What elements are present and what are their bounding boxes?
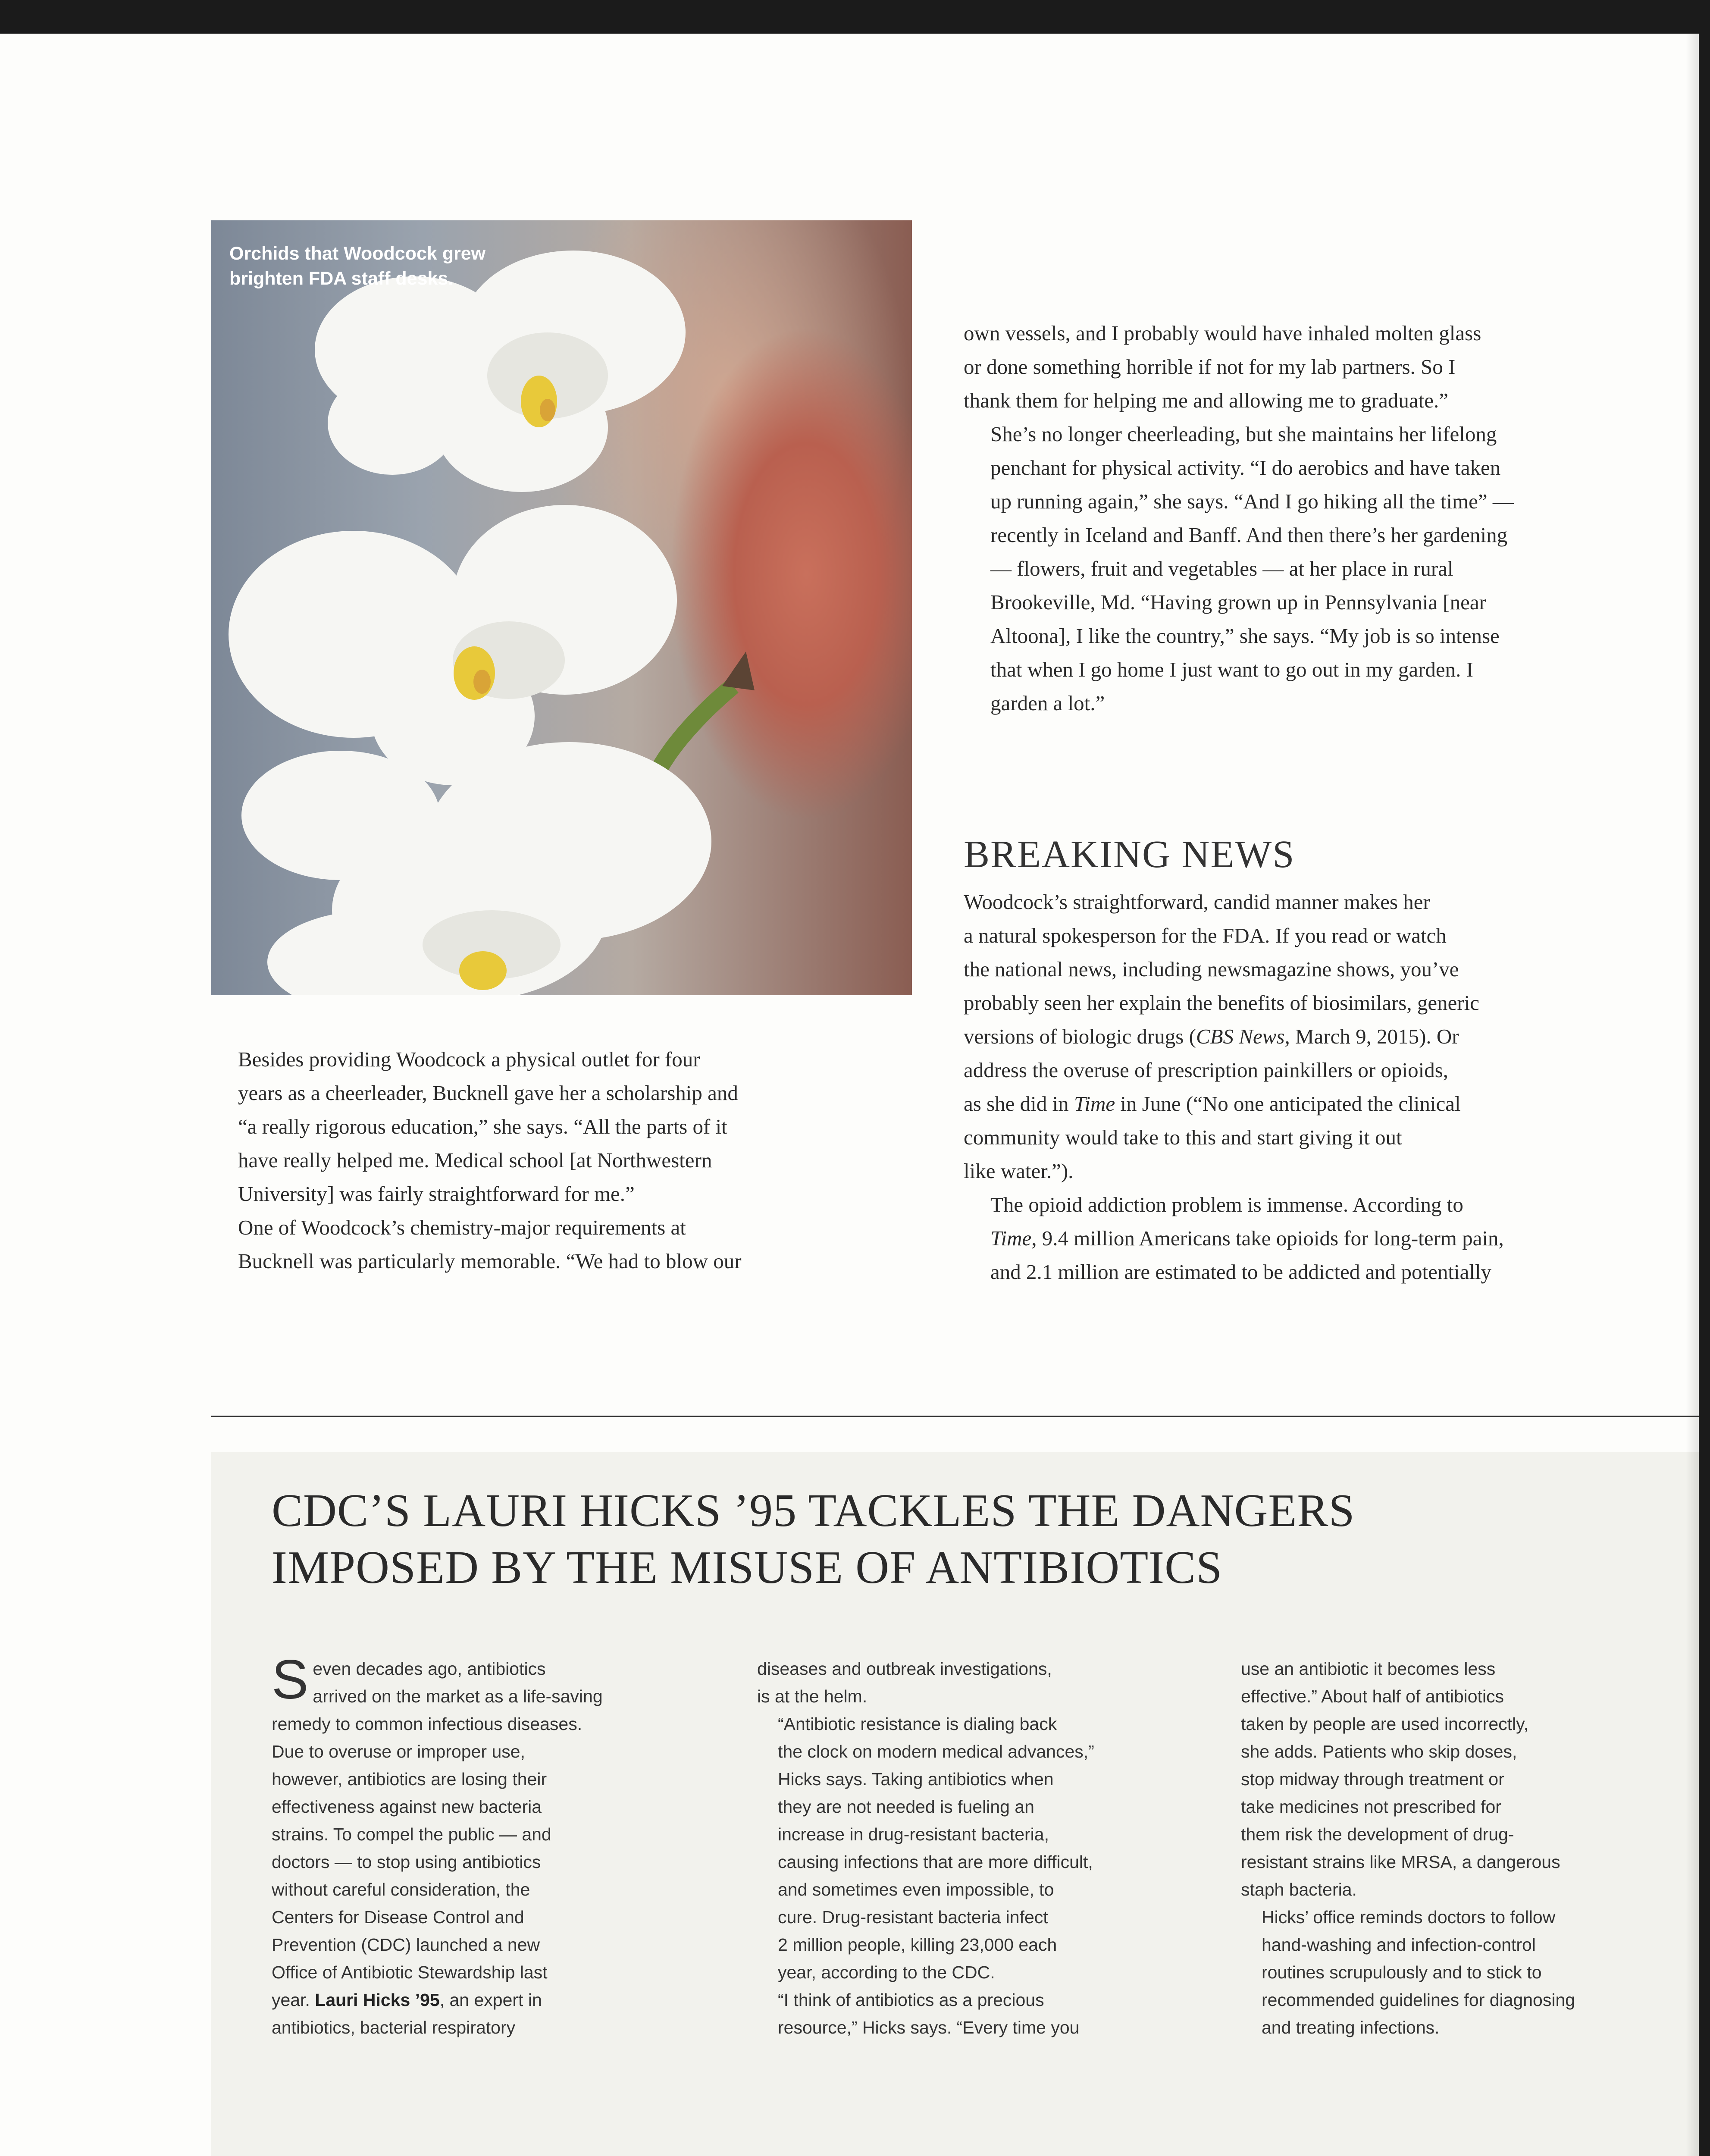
text-line: doctors — to stop using antibiotics <box>272 1852 541 1872</box>
caption-line: brighten FDA staff desks. <box>229 268 454 289</box>
text-line: “a really rigorous education,” she says. “All the parts of it <box>238 1115 727 1138</box>
paragraph <box>1241 1903 1698 2041</box>
text-line: increase in drug-resistant bacteria, <box>778 1824 1049 1844</box>
text-line: take medicines not prescribed for <box>1241 1797 1501 1817</box>
text-line: antibiotics, bacterial respiratory <box>272 2018 516 2037</box>
text-line: they are not needed is fueling an <box>778 1797 1034 1817</box>
text-line: and treating infections. <box>1262 2018 1440 2037</box>
breaking-news-text <box>964 885 1692 1289</box>
text-line: have really helped me. Medical school [at Northwestern <box>238 1148 712 1172</box>
text-line: “Antibiotic resistance is dialing back <box>778 1714 1057 1734</box>
photo-caption <box>229 241 531 291</box>
text-line: resistant strains like MRSA, a dangerous <box>1241 1852 1560 1872</box>
sidebar-article <box>211 1452 1699 2156</box>
magazine-page <box>0 34 1699 2156</box>
text-line: effectiveness against new bacteria <box>272 1797 542 1817</box>
right-column-text <box>964 317 1692 720</box>
text-line: she adds. Patients who skip doses, <box>1241 1742 1517 1761</box>
text-line: taken by people are used incorrectly, <box>1241 1714 1529 1734</box>
text-line: — flowers, fruit and vegetables — at her place in rural <box>990 557 1453 580</box>
caption-line: Orchids that Woodcock grew <box>229 243 486 264</box>
text-line: up running again,” she says. “And I go hiking all the time” — <box>990 489 1514 513</box>
text-line: and sometimes even impossible, to <box>778 1880 1054 1899</box>
paragraph <box>1241 1655 1698 1903</box>
text-line: Brookeville, Md. “Having grown up in Pennsylvania [near <box>990 590 1486 614</box>
text-line: Hicks’ office reminds doctors to follow <box>1262 1907 1556 1927</box>
publication-name: Time <box>1074 1092 1115 1116</box>
text-line <box>964 1222 1692 1255</box>
text-line: garden a lot.” <box>990 691 1105 715</box>
text-line: the national news, including newsmagazine shows, you’ve <box>964 957 1459 981</box>
text-line: She’s no longer cheerleading, but she maintains her lifelong <box>990 422 1497 446</box>
left-column-text <box>211 1043 849 1278</box>
paragraph <box>272 1649 729 2041</box>
text-line: hand-washing and infection-control <box>1262 1935 1536 1955</box>
text-line: probably seen her explain the benefits of biosimilars, generic <box>964 991 1480 1015</box>
text-line: Prevention (CDC) launched a new <box>272 1935 540 1955</box>
text-segment: year. <box>272 1990 315 2010</box>
paragraph <box>964 317 1692 417</box>
paragraph <box>964 1188 1692 1289</box>
orchid-illustration <box>211 220 912 995</box>
text-line: effective.” About half of antibiotics <box>1241 1686 1504 1706</box>
title-line: IMPOSED BY THE MISUSE OF ANTIBIOTICS <box>272 1542 1223 1593</box>
text-segment: , 9.4 million Americans take opioids for long-term pain, <box>1031 1226 1504 1250</box>
text-line: Centers for Disease Control and <box>272 1907 524 1927</box>
text-line: Office of Antibiotic Stewardship last <box>272 1962 548 1982</box>
paragraph <box>757 1710 1214 1986</box>
text-line: The opioid addiction problem is immense. According to <box>990 1193 1463 1216</box>
text-line: routines scrupulously and to stick to <box>1262 1962 1542 1982</box>
text-line: 2 million people, killing 23,000 each <box>778 1935 1057 1955</box>
paragraph <box>757 1986 1214 2041</box>
text-line: however, antibiotics are losing their <box>272 1769 547 1789</box>
text-line: years as a cheerleader, Bucknell gave her a scholarship and <box>238 1081 738 1105</box>
sidebar-column-3 <box>1241 1655 1698 2041</box>
text-segment: as she did in <box>964 1092 1074 1116</box>
text-line <box>964 1087 1692 1121</box>
text-segment: in June (“No one anticipated the clinical <box>1115 1092 1461 1116</box>
divider <box>211 1416 1699 1417</box>
text-line: that when I go home I just want to go out in my garden. I <box>990 658 1473 681</box>
text-line: or done something horrible if not for my lab partners. So I <box>964 355 1456 379</box>
text-line: Woodcock’s straightforward, candid manner makes her <box>964 890 1430 914</box>
text-line: year, according to the CDC. <box>778 1962 995 1982</box>
text-line: them risk the development of drug- <box>1241 1824 1514 1844</box>
text-line: even decades ago, antibiotics <box>313 1659 546 1679</box>
text-line: causing infections that are more difficult, <box>778 1852 1093 1872</box>
text-line: remedy to common infectious diseases. <box>272 1714 583 1734</box>
sidebar-title <box>272 1482 1651 1596</box>
text-line: Due to overuse or improper use, <box>272 1742 525 1761</box>
drop-cap: S <box>272 1649 309 1711</box>
text-line: stop midway through treatment or <box>1241 1769 1504 1789</box>
text-line: arrived on the market as a life-saving <box>313 1686 603 1706</box>
text-line <box>272 1986 729 2014</box>
text-line: without careful consideration, the <box>272 1880 530 1899</box>
text-segment: versions of biologic drugs ( <box>964 1025 1196 1048</box>
page-edge-shadow <box>1686 34 1699 2156</box>
text-line: diseases and outbreak investigations, <box>757 1659 1052 1679</box>
publication-name: Time <box>990 1226 1032 1250</box>
orchid-photo <box>211 220 912 995</box>
paragraph <box>211 1043 849 1211</box>
text-line: penchant for physical activity. “I do aerobics and have taken <box>990 456 1501 479</box>
text-line: address the overuse of prescription painkillers or opioids, <box>964 1058 1449 1082</box>
text-line: Hicks says. Taking antibiotics when <box>778 1769 1054 1789</box>
person-name: Lauri Hicks ’95 <box>315 1990 440 2010</box>
text-line: cure. Drug-resistant bacteria infect <box>778 1907 1048 1927</box>
text-line: resource,” Hicks says. “Every time you <box>778 2018 1080 2037</box>
text-line: University] was fairly straightforward for me.” <box>238 1182 635 1206</box>
text-line: Besides providing Woodcock a physical outlet for four <box>238 1047 700 1071</box>
text-line: One of Woodcock’s chemistry-major requirements at <box>238 1216 686 1239</box>
text-line: thank them for helping me and allowing me to graduate.” <box>964 389 1448 412</box>
text-line: own vessels, and I probably would have inhaled molten glass <box>964 321 1481 345</box>
text-line: staph bacteria. <box>1241 1880 1357 1899</box>
paragraph <box>757 1655 1214 1710</box>
sidebar-column-1 <box>272 1649 729 2041</box>
text-line: recently in Iceland and Banff. And then there’s her gardening <box>990 523 1508 547</box>
text-line: Altoona], I like the country,” she says. “My job is so intense <box>990 624 1500 648</box>
section-heading: BREAKING NEWS <box>964 833 1295 876</box>
text-line: community would take to this and start giving it out <box>964 1125 1402 1149</box>
text-line <box>964 1020 1692 1053</box>
paragraph <box>964 417 1692 720</box>
sidebar-column-2 <box>757 1655 1214 2041</box>
text-segment: , an expert in <box>439 1990 542 2010</box>
text-segment: , March 9, 2015). Or <box>1284 1025 1459 1048</box>
text-line: Bucknell was particularly memorable. “We had to blow our <box>238 1249 742 1273</box>
title-line: CDC’S LAURI HICKS ’95 TACKLES THE DANGERS <box>272 1485 1355 1536</box>
text-line: “I think of antibiotics as a precious <box>778 1990 1044 2010</box>
text-line: is at the helm. <box>757 1686 868 1706</box>
paragraph <box>964 885 1692 1188</box>
text-line: a natural spokesperson for the FDA. If you read or watch <box>964 924 1447 947</box>
text-line: like water.”). <box>964 1159 1074 1183</box>
text-line: recommended guidelines for diagnosing <box>1262 1990 1575 2010</box>
publication-name: CBS News <box>1196 1025 1285 1048</box>
text-line: strains. To compel the public — and <box>272 1824 551 1844</box>
paragraph <box>211 1211 849 1278</box>
text-line: use an antibiotic it becomes less <box>1241 1659 1496 1679</box>
text-line: and 2.1 million are estimated to be addicted and potentially <box>990 1260 1492 1284</box>
text-line: the clock on modern medical advances,” <box>778 1742 1094 1761</box>
